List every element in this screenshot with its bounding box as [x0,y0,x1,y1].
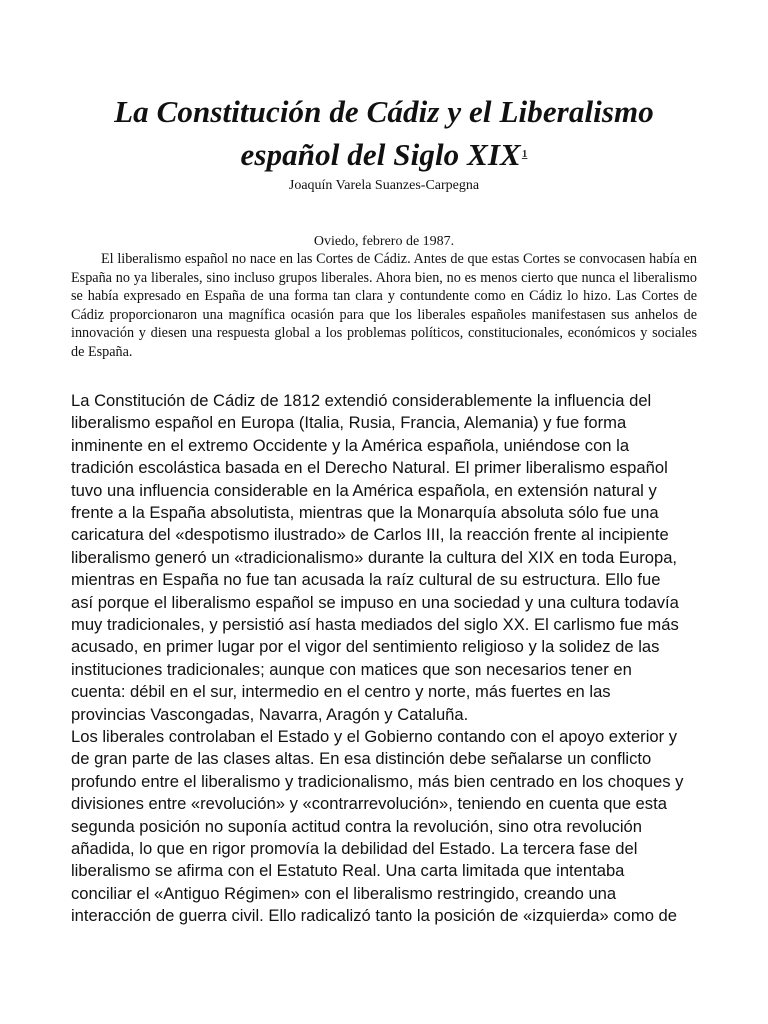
body-paragraph-2 [71,726,703,928]
paragraph-line: caricatura del «despotismo ilustrado» de Carlos III, la reacción frente al incipiente [71,525,669,545]
paragraph-line: liberalismo español en Europa (Italia, Rusia, Francia, Alemania) y fue forma [71,413,627,433]
paragraph-line: liberalismo se afirma con el Estatuto Real. Una carta limitada que intentaba [71,861,625,881]
title-line-2 [60,133,708,176]
body-paragraph-1 [71,390,703,726]
paragraph-line: Los liberales controlaban el Estado y el Gobierno contando con el apoyo exterior y [71,727,678,746]
footnote-link[interactable]: 1 [521,148,528,160]
intro-paragraph: El liberalismo español no nace en las Cortes de Cádiz. Antes de que estas Cortes se convocasen había en España no ya liberales, sino incluso grupos liberales. Ahora bien, no es menos cierto que nunca el liberalismo se había expresado en España de una forma tan clara y contundente como en Cádiz lo hizo. Las Cortes de Cádiz proporcionaron una magnífica ocasión para que los liberales españoles manifestasen sus anhelos de innovación y diesen una respuesta global a los problemas políticos, constitucionales, económicos y sociales de España. [71,251,697,360]
paragraph-line: tradición escolástica basada en el Derecho Natural. El primer liberalismo español [71,458,668,478]
paragraph-line: frente a la España absolutista, mientras que la Monarquía absoluta sólo fue una [71,503,659,523]
title-line-1: La Constitución de Cádiz y el Liberalismo [114,94,654,129]
paragraph-line: tuvo una influencia considerable en la América española, en extensión natural y [71,480,657,500]
place-date: Oviedo, febrero de 1987. [313,234,455,249]
paragraph-line: liberalismo generó un «tradicionalismo» durante la cultura del XIX en toda Europa, [71,547,678,567]
paragraph-line: divisiones entre «revolución» y «contrarrevolución», teniendo en cuenta que esta [71,794,667,814]
title-line-2-text: español del Siglo XIX [240,137,521,172]
paragraph-line: provincias Vascongadas, Navarra, Aragón y Cataluña. [71,704,469,724]
paragraph-line: profundo entre el liberalismo y tradicionalismo, más bien centrado en los choques y [71,771,684,791]
paragraph-line: así porque el liberalismo español se impuso en una sociedad y una cultura todavía [71,592,679,612]
paragraph-line: instituciones tradicionales; aunque con matices que son necesarios tener en [71,659,632,679]
paragraph-line: La Constitución de Cádiz de 1812 extendió considerablemente la influencia del [71,391,652,410]
paragraph-line: cuenta: débil en el sur, intermedio en el centro y norte, más fuertes en las [71,682,611,702]
paragraph-line: muy tradicionales, y persistió así hasta mediados del siglo XX. El carlismo fue más [71,615,679,635]
paragraph-line: segunda posición no suponía actitud contra la revolución, sino otra revolución [71,816,643,836]
paragraph-line: inminente en el extremo Occidente y la América española, uniéndose con la [71,435,630,455]
paragraph-line: acusado, en primer lugar por el vigor del sentimiento religioso y la solidez de las [71,637,660,657]
paragraph-line: de gran parte de las clases altas. En esa distinción debe señalarse un conflicto [71,749,652,769]
document-title [60,90,708,176]
paragraph-line: conciliar el «Antiguo Régimen» con el liberalismo restringido, creando una [71,883,617,903]
paragraph-line: interacción de guerra civil. Ello radicalizó tanto la posición de «izquierda» como de [71,906,678,926]
paragraph-line: mientras en España no fue tan acusada la raíz cultural de su estructura. Ello fue [71,570,661,590]
author-name: Joaquín Varela Suanzes-Carpegna [288,178,480,193]
paragraph-line: añadida, lo que en rigor promovía la debilidad del Estado. La tercera fase del [71,839,638,859]
